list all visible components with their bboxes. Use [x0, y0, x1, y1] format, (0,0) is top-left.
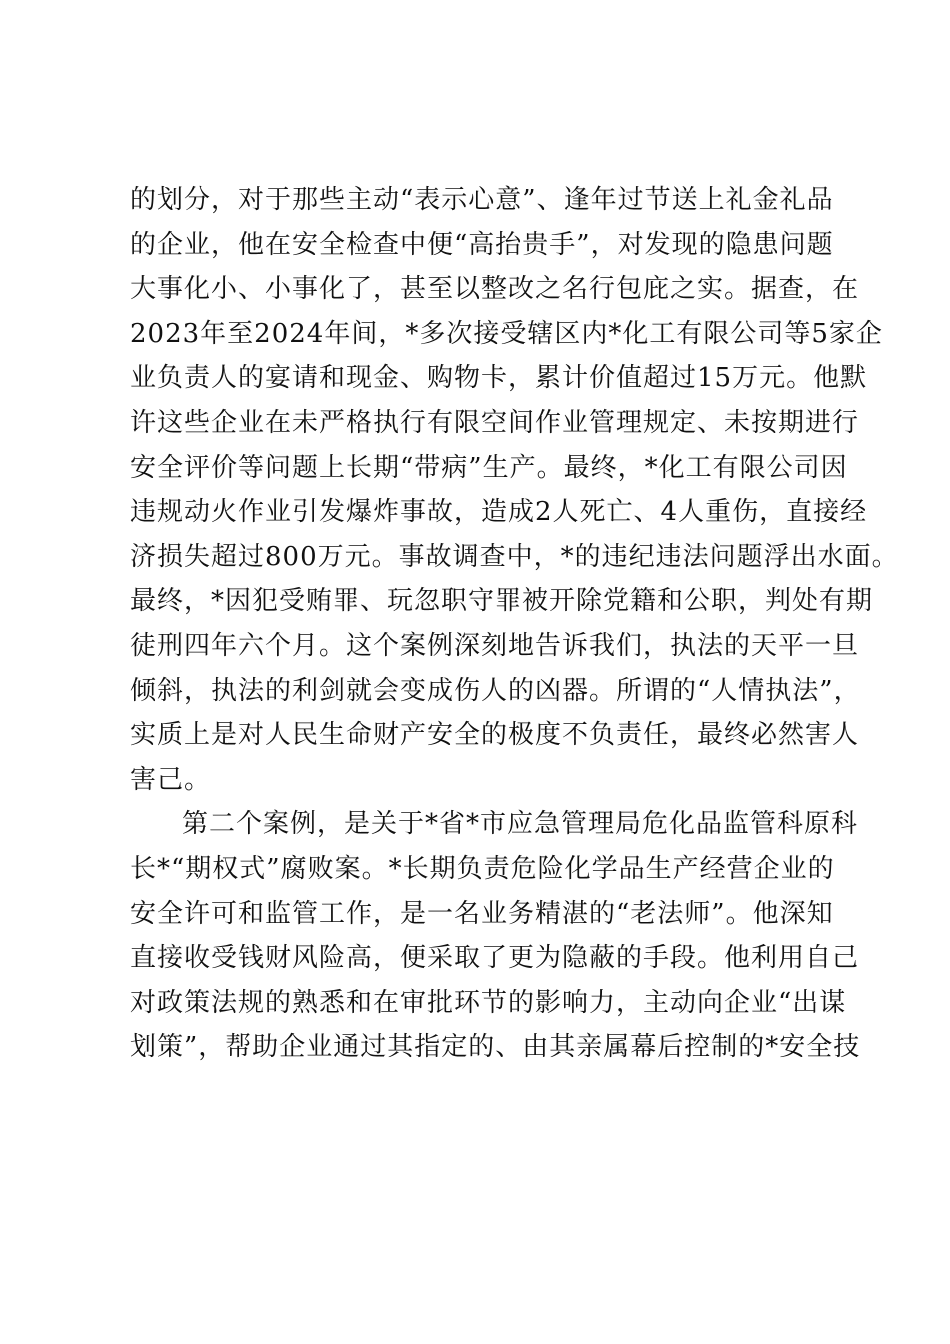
text-line: 划策”，帮助企业通过其指定的、由其亲属幕后控制的*安全技 [130, 1032, 861, 1063]
text-line: 最终，*因犯受贿罪、玩忽职守罪被开除党籍和公职，判处有期 [130, 586, 874, 617]
text-line: 的企业，他在安全检查中便“高抬贵手”，对发现的隐患问题 [130, 229, 834, 260]
text-line: 大事化小、小事化了，甚至以整改之名行包庇之实。据查，在 [130, 274, 860, 305]
text-line: 第二个案例，是关于*省*市应急管理局危化品监管科原科 [182, 809, 859, 840]
text-line: 害己。 [130, 764, 212, 795]
text-line: 实质上是对人民生命财产安全的极度不负责任，最终必然害人 [130, 720, 860, 751]
text-line: 对政策法规的熟悉和在审批环节的影响力，主动向企业“出谋 [130, 987, 847, 1018]
text-line: 徒刑四年六个月。这个案例深刻地告诉我们，执法的天平一旦 [130, 630, 860, 661]
text-line: 安全评价等问题上长期“带病”生产。最终，*化工有限公司因 [130, 452, 848, 483]
text-line: 2023年至2024年间，*多次接受辖区内*化工有限公司等5家企 [130, 318, 883, 349]
text-line: 业负责人的宴请和现金、购物卡，累计价值超过15万元。他默 [130, 363, 868, 394]
text-line: 许这些企业在未严格执行有限空间作业管理规定、未按期进行 [130, 407, 860, 438]
text-line: 安全许可和监管工作，是一名业务精湛的“老法师”。他深知 [130, 898, 834, 929]
text-line: 的划分，对于那些主动“表示心意”、逢年过节送上礼金礼品 [130, 185, 834, 215]
paragraph-2 [130, 802, 861, 1070]
text-line: 长*“期权式”腐败案。*长期负责危险化学品生产经营企业的 [130, 853, 835, 884]
text-line: 倾斜，执法的利剑就会变成伤人的凶器。所谓的“人情执法”， [130, 675, 861, 706]
paragraph-1 [130, 178, 899, 802]
document-body [130, 178, 899, 1070]
text-line: 违规动火作业引发爆炸事故，造成2人死亡、4人重伤，直接经 [130, 497, 868, 528]
text-line: 济损失超过800万元。事故调查中，*的违纪违法问题浮出水面。 [130, 541, 899, 572]
text-line: 直接收受钱财风险高，便采取了更为隐蔽的手段。他利用自己 [130, 943, 860, 974]
